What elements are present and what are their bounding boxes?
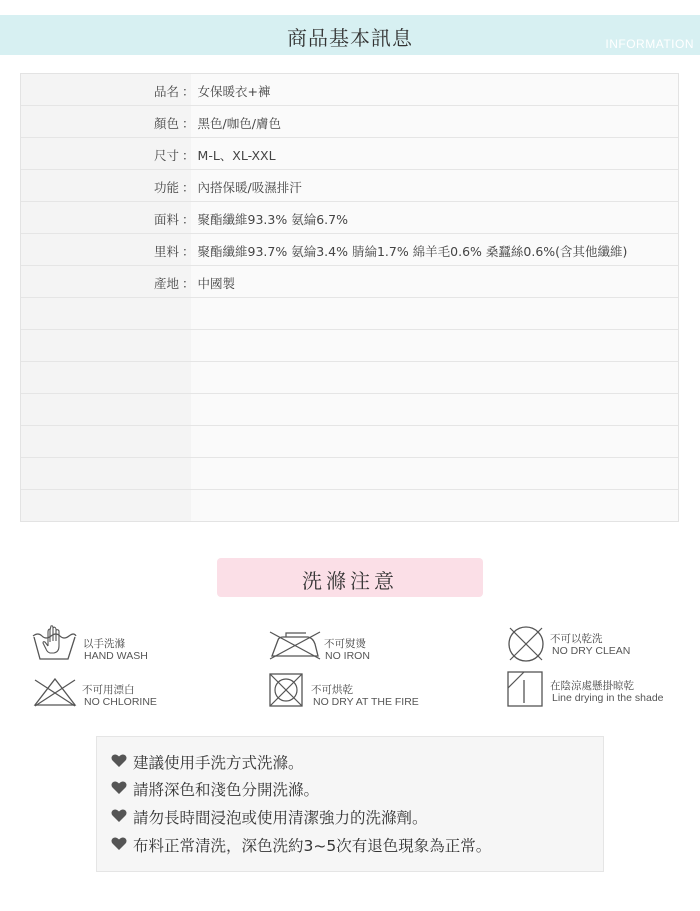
care-en: NO IRON (325, 650, 370, 662)
spec-row-function (21, 170, 678, 202)
spec-separator: ： (182, 212, 195, 227)
spec-value: 聚酯纖維93.3% 氨綸6.7% (197, 212, 348, 227)
heart-icon (111, 753, 127, 768)
care-cn: 不可烘乾 (311, 684, 353, 696)
spec-value: 中國製 (197, 276, 236, 291)
spec-separator: ： (182, 84, 195, 99)
spec-label: 功能 (154, 180, 180, 195)
spec-label: 品名 (154, 84, 180, 99)
spec-row-empty (21, 458, 678, 490)
spec-row-color (21, 106, 678, 138)
care-title: 洗滌注意 (302, 569, 398, 593)
notes-box (96, 736, 604, 872)
no-chlorine-icon (32, 676, 78, 708)
spec-row-lining (21, 234, 678, 266)
spec-separator: ： (182, 180, 195, 195)
info-title: 商品基本訊息 (287, 26, 413, 50)
spec-row-origin (21, 266, 678, 298)
spec-row-name (21, 74, 678, 106)
spec-label: 里料 (154, 244, 180, 259)
spec-label: 顏色 (154, 116, 180, 131)
care-title-box (217, 558, 483, 597)
spec-row-fabric (21, 202, 678, 234)
spec-value: 女保暖衣+褲 (197, 84, 271, 99)
care-cn: 不可熨燙 (324, 638, 366, 650)
spec-row-empty (21, 298, 678, 330)
spec-label: 產地 (154, 276, 180, 291)
spec-separator: ： (182, 116, 195, 131)
note-item (133, 751, 304, 773)
spec-row-empty (21, 330, 678, 362)
spec-separator: ： (182, 244, 195, 259)
note-text: 布料正常清洗，深色洗約3~5次有退色現象為正常。 (133, 837, 492, 855)
spec-value: M-L、XL-XXL (197, 148, 276, 163)
spec-row-empty (21, 426, 678, 458)
no-iron-icon (268, 630, 322, 660)
care-en: NO CHLORINE (84, 696, 157, 708)
spec-row-empty (21, 394, 678, 426)
care-en: HAND WASH (84, 650, 148, 662)
spec-label: 尺寸 (154, 148, 180, 163)
no-dry-clean-icon (506, 624, 546, 664)
spec-value: 聚酯纖維93.7% 氨綸3.4% 腈綸1.7% 綿羊毛0.6% 桑蠶絲0.6%(含其他纖維) (197, 244, 628, 259)
care-en: Line drying in the shade (552, 692, 664, 704)
heart-icon (111, 836, 127, 851)
heart-icon (111, 808, 127, 823)
care-cn: 不可用漂白 (82, 684, 135, 696)
hand-wash-icon (30, 624, 78, 662)
care-cn: 不可以乾洗 (550, 633, 603, 645)
care-cn: 在陰涼處懸掛晾乾 (550, 680, 634, 692)
note-text: 建議使用手洗方式洗滌。 (133, 754, 304, 772)
care-en: NO DRY AT THE FIRE (313, 696, 419, 708)
note-item (133, 778, 319, 800)
no-tumble-dry-icon (268, 672, 304, 708)
spec-separator: ： (182, 148, 195, 163)
line-dry-shade-icon (506, 670, 544, 708)
note-text: 請將深色和淺色分開洗滌。 (133, 781, 320, 799)
note-text: 請勿長時間浸泡或使用清潔強力的洗滌劑。 (133, 809, 428, 827)
info-subtitle-en: INFORMATION (605, 37, 694, 51)
info-header (0, 15, 700, 55)
note-item (133, 834, 491, 856)
spec-row-empty (21, 362, 678, 394)
care-en: NO DRY CLEAN (552, 645, 631, 657)
spec-row-empty (21, 490, 678, 522)
spec-value: 黑色/咖色/膚色 (197, 116, 281, 131)
spec-label: 面料 (154, 212, 180, 227)
spec-value: 內搭保暖/吸濕排汗 (197, 180, 302, 195)
note-item (133, 806, 428, 828)
care-cn: 以手洗滌 (83, 638, 125, 650)
spec-table (20, 73, 679, 522)
spec-row-size (21, 138, 678, 170)
heart-icon (111, 780, 127, 795)
spec-separator: ： (182, 276, 195, 291)
